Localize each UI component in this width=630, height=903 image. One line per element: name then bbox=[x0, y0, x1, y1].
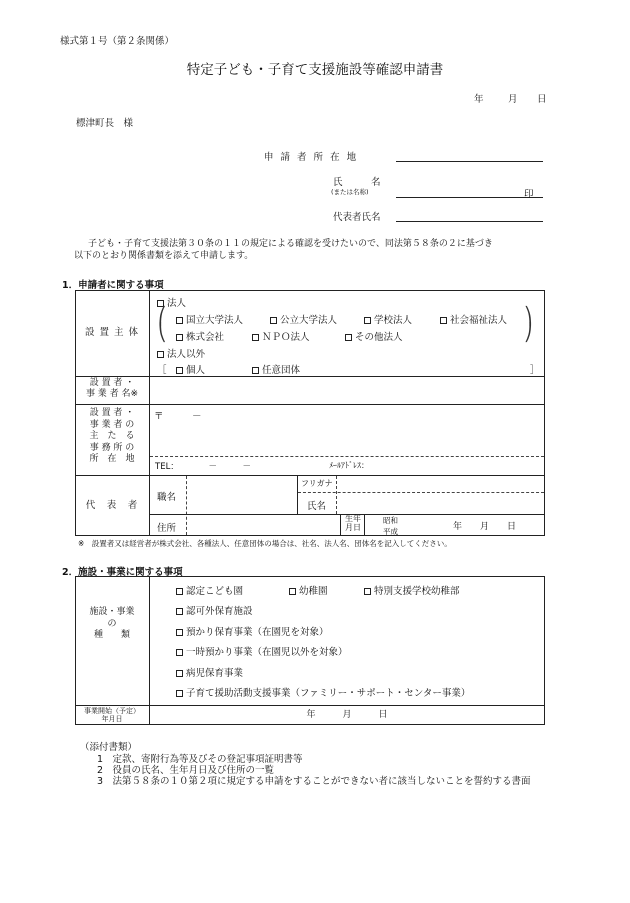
form-number: 様式第１号（第２条関係） bbox=[60, 36, 175, 47]
checkbox-extended-care[interactable]: 預かり保育事業（在園児を対象） bbox=[176, 624, 329, 638]
applicant-name-label: 氏 名 bbox=[333, 177, 381, 188]
email-field[interactable]: ﾒｰﾙｱﾄﾞﾚｽ： bbox=[329, 461, 369, 470]
bracket-open: ［ bbox=[157, 365, 167, 376]
rep-name-input[interactable] bbox=[338, 477, 543, 513]
job-title-label: 職名 bbox=[157, 492, 177, 503]
checkbox-school-corp[interactable]: 学校法人 bbox=[364, 312, 412, 326]
name-label: 氏名 bbox=[307, 501, 327, 512]
furigana-label: フリガナ bbox=[301, 479, 333, 488]
rep-address-field[interactable] bbox=[187, 515, 339, 535]
applicant-address-label: 申 請 者 所 在 地 bbox=[264, 152, 359, 163]
checkbox-family-support[interactable]: 子育て援助活動支援事業（ファミリー・サポート・センター事業） bbox=[176, 685, 470, 699]
section1-title: 1．申請者に関する事項 bbox=[62, 280, 164, 291]
checkbox-social-welfare[interactable]: 社会福祉法人 bbox=[440, 312, 507, 326]
date-month[interactable]: 月 bbox=[508, 94, 518, 105]
checkbox-sick-child-care[interactable]: 病児保育事業 bbox=[176, 665, 243, 679]
checkbox-noncorp[interactable]: 法人以外 bbox=[157, 346, 205, 360]
era-showa[interactable]: 昭和 bbox=[383, 516, 398, 525]
applicant-address-field[interactable] bbox=[396, 161, 543, 162]
intro-line-1: 子ども・子育て支援法第３０条の１１の規定による確認を受けたいので、同法第５８条の２に基づき bbox=[88, 239, 493, 249]
checkbox-individual[interactable]: 個人 bbox=[176, 362, 205, 376]
checkbox-other-corp[interactable]: その他法人 bbox=[345, 329, 403, 343]
bracket-close: ］ bbox=[530, 365, 540, 376]
attachment-item: 1 定款、寄附行為等及びその登記事項証明書等 bbox=[97, 754, 303, 765]
address-label: 住所 bbox=[157, 523, 177, 534]
job-title-field[interactable] bbox=[187, 477, 295, 513]
rep-name-field[interactable] bbox=[396, 221, 543, 222]
representative-label: 代 表 者 bbox=[85, 500, 139, 511]
checkbox-npo[interactable]: ＮＰＯ法人 bbox=[252, 329, 310, 343]
tel-field[interactable]: TEL： － － bbox=[155, 462, 252, 472]
intro-line-2: 以下のとおり関係書類を添えて申請します。 bbox=[74, 251, 254, 261]
birth-label: 生年 月日 bbox=[345, 514, 361, 532]
attachments-heading: （添付書類） bbox=[80, 742, 138, 753]
checkbox-corp[interactable]: 法人 bbox=[157, 295, 186, 309]
attachment-item: 2 役員の氏名、生年月日及び住所の一覧 bbox=[97, 765, 275, 776]
operator-name-label: 設 置 者 ・ 事 業 者 名※ bbox=[85, 378, 139, 400]
form-title: 特定子ども・子育て支援施設等確認申請書 bbox=[186, 62, 444, 78]
addressee: 標津町長 様 bbox=[76, 118, 134, 129]
operator-name-field[interactable] bbox=[150, 377, 544, 403]
date-day[interactable]: 日 bbox=[537, 94, 547, 105]
attachment-item: 3 法第５８条の１０第２項に規定する申請をすることができない者に該当しないことを誓約する書面 bbox=[97, 776, 531, 787]
checkbox-stock-company[interactable]: 株式会社 bbox=[176, 329, 224, 343]
checkbox-unlicensed-nursery[interactable]: 認可外保育施設 bbox=[176, 603, 253, 617]
checkbox-national-univ[interactable]: 国立大学法人 bbox=[176, 312, 243, 326]
applicant-name-field[interactable] bbox=[396, 197, 543, 198]
section2-title: 2．施設・事業に関する事項 bbox=[62, 567, 183, 578]
checkbox-certified-child-center[interactable]: 認定こども園 bbox=[176, 583, 243, 597]
start-date-label: 事業開始（予定） 年月日 bbox=[84, 707, 140, 724]
setting-body-label: 設 置 主 体 bbox=[84, 327, 140, 338]
section1-note: ※ 設置者又は経営者が株式会社、各種法人、任意団体の場合は、社名、法人名、団体名を記入してください。 bbox=[78, 539, 452, 548]
seal-mark: 印 bbox=[524, 189, 534, 200]
applicant-name-sub: (または名称) bbox=[331, 188, 369, 196]
rep-name-label: 代表者氏名 bbox=[333, 212, 381, 223]
date-year[interactable]: 年 bbox=[474, 94, 484, 105]
start-date-field[interactable]: 年 月 日 bbox=[306, 710, 388, 720]
birth-date-field[interactable]: 年 月 日 bbox=[453, 522, 517, 532]
checkbox-kindergarten[interactable]: 幼稚園 bbox=[289, 583, 328, 597]
era-heisei[interactable]: 平成 bbox=[383, 527, 398, 536]
checkbox-voluntary-group[interactable]: 任意団体 bbox=[252, 362, 300, 376]
facility-type-label: 施設・事業 の 種 類 bbox=[89, 607, 135, 641]
postal-code-field[interactable]: 〒 － bbox=[154, 411, 202, 422]
checkbox-temporary-care[interactable]: 一時預かり事業（在園児以外を対象） bbox=[176, 644, 348, 658]
checkbox-special-support-kindergarten[interactable]: 特別支援学校幼稚部 bbox=[364, 583, 460, 597]
checkbox-public-univ[interactable]: 公立大学法人 bbox=[270, 312, 337, 326]
office-address-label: 設 置 者 ・ 事 業 者 の 主 た る 事 務 所 の 所 在 地 bbox=[89, 408, 135, 465]
